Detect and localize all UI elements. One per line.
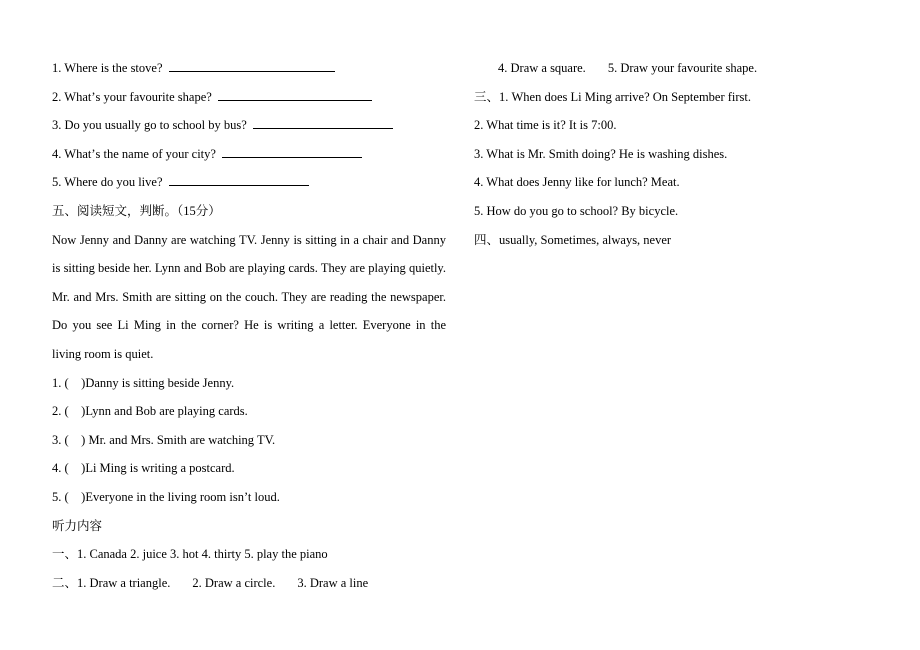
listening-part2-cont: 4. Draw a square. 5. Draw your favourite shape. bbox=[498, 61, 758, 75]
section5-heading: 五、阅读短文，判断。（15分） bbox=[52, 203, 221, 218]
listening-part3-3: 3. What is Mr. Smith doing? He is washing dishes. bbox=[474, 146, 728, 161]
listening-part3-2: 2. What time is it? It is 7:00. bbox=[474, 118, 617, 133]
listening-part3-5: 5. How do you go to school? By bicycle. bbox=[474, 203, 679, 218]
question-5: 5. Where do you live? bbox=[52, 168, 446, 197]
listening-heading: 听力内容 bbox=[52, 518, 103, 533]
answer-blank[interactable] bbox=[218, 84, 372, 101]
listening-part3-4: 4. What does Jenny like for lunch? Meat. bbox=[474, 175, 680, 190]
right-column bbox=[474, 54, 894, 254]
answer-blank[interactable] bbox=[169, 169, 309, 186]
question-1: 1. Where is the stove? bbox=[52, 54, 446, 83]
tf-item-4: 4. ( )Li Ming is writing a postcard. bbox=[52, 461, 235, 476]
question-3: 3. Do you usually go to school by bus? bbox=[52, 111, 446, 140]
answer-blank[interactable] bbox=[253, 112, 393, 129]
answer-blank[interactable] bbox=[222, 141, 362, 158]
question-4: 4. Whatʼs the name of your city? bbox=[52, 140, 446, 169]
tf-item-2: 2. ( )Lynn and Bob are playing cards. bbox=[52, 404, 248, 419]
left-column bbox=[52, 54, 446, 597]
reading-passage: Now Jenny and Danny are watching TV. Jenny is sitting in a chair and Danny is sitting beside her. Lynn and Bob are playing cards. They are playing quietly. Mr. and Mrs. Smith are sitting on the couch. They are reading the newspaper. Do you see Li Ming in the corner? He is writing a letter. Everyone in the living room is quiet. bbox=[52, 232, 446, 361]
tf-item-3: 3. ( ) Mr. and Mrs. Smith are watching TV. bbox=[52, 432, 276, 447]
tf-item-1: 1. ( )Danny is sitting beside Jenny. bbox=[52, 375, 235, 390]
listening-part4: 四、usually, Sometimes, always, never bbox=[474, 232, 672, 247]
listening-part1: 一、1. Canada 2. juice 3. hot 4. thirty 5. play the piano bbox=[52, 547, 328, 562]
listening-part2: 二、1. Draw a triangle. 2. Draw a circle. 3. Draw a line bbox=[52, 575, 369, 590]
listening-part3-1: 三、1. When does Li Ming arrive? On September first. bbox=[474, 89, 752, 104]
tf-item-5: 5. ( )Everyone in the living room isn’t loud. bbox=[52, 489, 280, 504]
question-2: 2. Whatʼs your favourite shape? bbox=[52, 83, 446, 112]
answer-blank[interactable] bbox=[169, 55, 335, 72]
